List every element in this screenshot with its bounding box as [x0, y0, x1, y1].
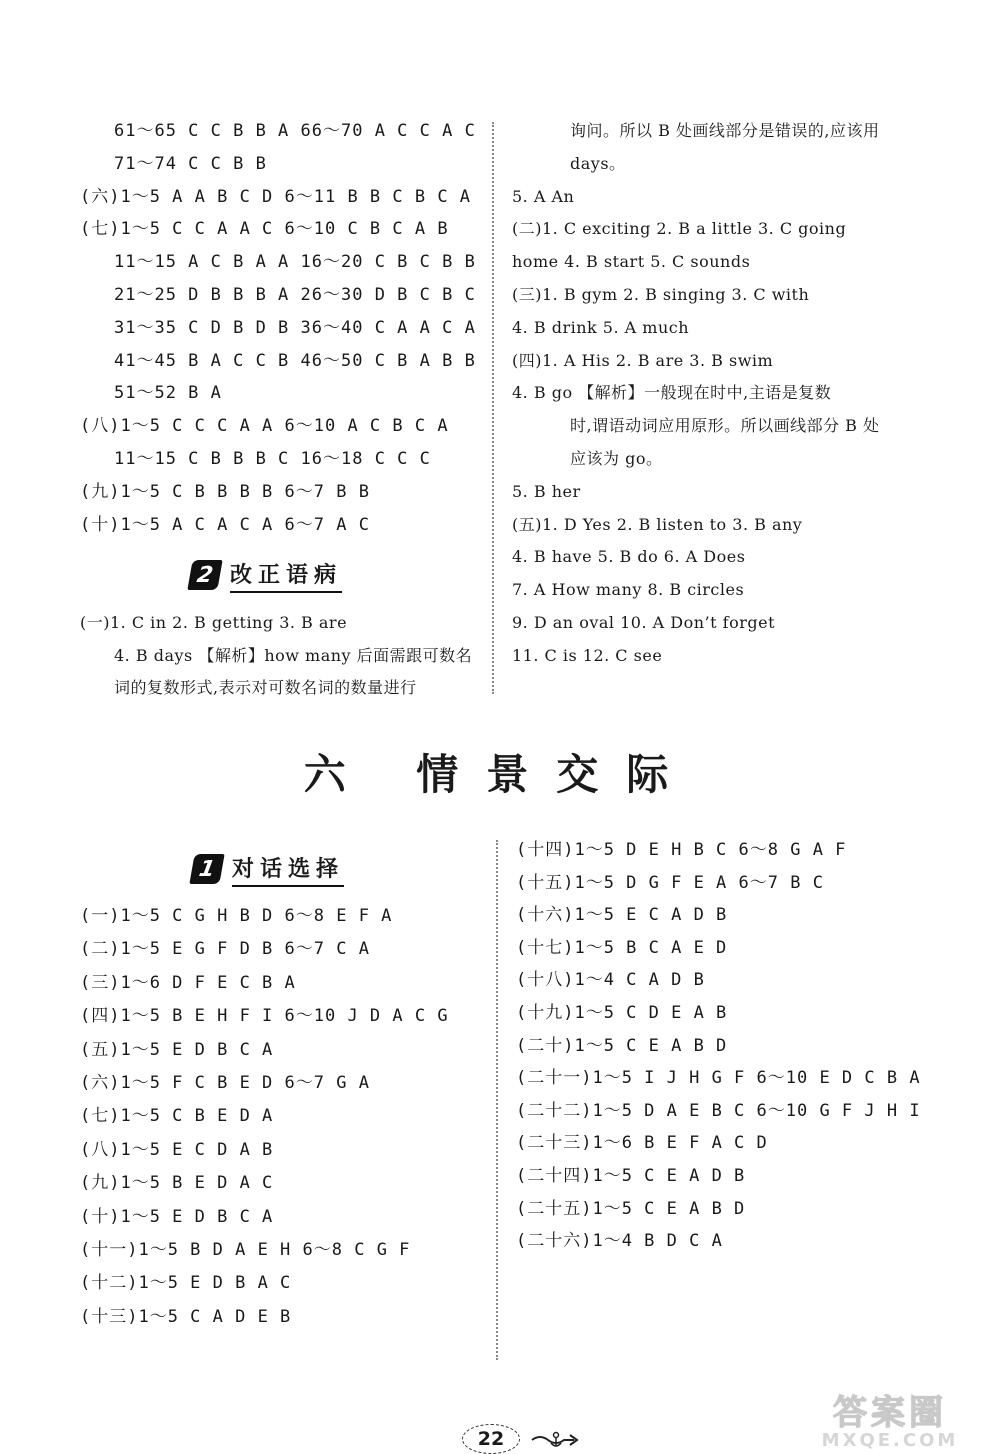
answer-line: (五)1～5 E D B C A	[80, 1039, 274, 1060]
anchor-arrow-icon	[530, 1430, 580, 1450]
answer-line: 词的复数形式,表示对可数名词的数量进行	[114, 678, 417, 697]
answer-line: 61～65 C C B B A 66～70 A C C A C	[114, 121, 476, 141]
answer-line: 应该为 go。	[570, 449, 663, 468]
answer-line: (一)1～5 C G H B D 6～8 E F A	[80, 906, 393, 926]
answer-line: 时,谓语动词应用原形。所以画线部分 B 处	[570, 416, 880, 436]
answer-line: (十七)1～5 B C A E D	[516, 937, 728, 958]
answer-line: (七)1～5 C B E D A	[80, 1106, 274, 1127]
answer-line: (十三)1～5 C A D E B	[80, 1306, 292, 1327]
answer-line: 21～25 D B B B A 26～30 D B C B C	[114, 285, 476, 305]
answer-line: 7. A How many 8. B circles	[512, 580, 745, 600]
answer-line: (二十三)1～6 B E F A C D	[516, 1133, 768, 1154]
answer-line: (二十六)1～4 B D C A	[516, 1231, 723, 1252]
answer-line: (八)1～5 E C D A B	[80, 1139, 274, 1160]
answer-line: (五)1. D Yes 2. B listen to 3. B any	[512, 514, 803, 534]
section-header-dialogue-choice	[192, 851, 344, 887]
answer-line: home 4. B start 5. C sounds	[512, 252, 751, 272]
answer-line: (九)1～5 B E D A C	[80, 1173, 274, 1194]
answer-line: 4. B drink 5. A much	[512, 317, 690, 337]
answer-line: (十六)1～5 E C A D B	[516, 905, 728, 926]
top-right-column	[0, 0, 1000, 700]
section-number-badge: 1	[189, 854, 224, 884]
answer-line: (八)1～5 C C C A A 6～10 A C B C A	[80, 416, 449, 437]
answer-line: 41～45 B A C C B 46～50 C B A B B	[114, 350, 476, 371]
answer-line: 4. B have 5. B do 6. A Does	[512, 547, 746, 567]
answer-line: (六)1～5 F C B E D 6～7 G A	[80, 1073, 370, 1093]
watermark-logo-icon	[790, 1390, 990, 1450]
svg-text:MXQE.COM: MXQE.COM	[821, 1430, 959, 1450]
answer-line: 11～15 C B B B C 16～18 C C C	[114, 449, 431, 469]
answer-line: (十)1～5 A C A C A 6～7 A C	[80, 514, 370, 535]
answer-line: 5. B her	[512, 481, 581, 501]
answer-line: (十二)1～5 E D B A C	[80, 1273, 292, 1294]
answer-line: (十八)1～4 C A D B	[516, 970, 705, 991]
answer-line: 5. A An	[512, 186, 575, 206]
answer-line: (六)1～5 A A B C D 6～11 B B C B C A	[80, 186, 472, 207]
answer-line: 11～15 A C B A A 16～20 C B C B B	[114, 252, 476, 273]
answer-line: 4. B days 【解析】how many 后面需跟可数名	[114, 645, 473, 665]
page-number: 22	[462, 1424, 520, 1454]
answer-line: (二十)1～5 C E A B D	[516, 1035, 728, 1056]
answer-line: (四)1～5 B E H F I 6～10 J D A C G	[80, 1006, 449, 1027]
answer-line: 11. C is 12. C see	[512, 645, 663, 665]
answer-line: (九)1～5 C B B B B 6～7 B B	[80, 481, 370, 502]
answer-line: (四)1. A His 2. B are 3. B swim	[512, 350, 774, 370]
answer-line: (十)1～5 E D B C A	[80, 1206, 274, 1227]
answer-line: (二十五)1～5 C E A B D	[516, 1198, 746, 1219]
answer-line: days。	[570, 153, 626, 173]
answer-line: (二十二)1～5 D A E B C 6～10 G F J H I	[516, 1100, 921, 1121]
answer-line: 询问。所以 B 处画线部分是错误的,应该用	[570, 121, 880, 140]
answer-line: (七)1～5 C C A A C 6～10 C B C A B	[80, 219, 449, 240]
section-number-badge: 2	[187, 560, 222, 590]
answer-line: (十九)1～5 C D E A B	[516, 1003, 728, 1023]
answer-line: (十四)1～5 D E H B C 6～8 G A F	[516, 840, 847, 860]
answer-line: (三)1. B gym 2. B singing 3. C with	[512, 285, 810, 304]
answer-line: 9. D an oval 10. A Don’t forget	[512, 613, 775, 632]
answer-line: (十五)1～5 D G F E A 6～7 B C	[516, 872, 824, 893]
answer-line: (二十一)1～5 I J H G F 6～10 E D C B A	[516, 1068, 921, 1089]
column-divider-bottom	[496, 840, 498, 1360]
answer-line: (二)1～5 E G F D B 6～7 C A	[80, 939, 370, 960]
answer-line: (三)1～6 D F E C B A	[80, 972, 296, 993]
answer-line: 4. B go 【解析】一般现在时中,主语是复数	[512, 383, 832, 403]
section-header-correct-errors	[190, 557, 342, 593]
answer-line: 71～74 C C B B	[114, 153, 267, 174]
answer-line: 31～35 C D B D B 36～40 C A A C A	[114, 317, 476, 338]
answer-line: (一)1. C in 2. B getting 3. B are	[80, 613, 348, 632]
answer-line: (二十四)1～5 C E A D B	[516, 1166, 746, 1186]
svg-text:答案圈: 答案圈	[833, 1393, 947, 1433]
chapter-title: 六 情景交际	[303, 750, 697, 799]
section-title: 对话选择	[232, 852, 344, 887]
section-title: 改正语病	[230, 558, 342, 593]
answer-line: 51～52 B A	[114, 383, 222, 404]
answer-line: (十一)1～5 B D A E H 6～8 C G F	[80, 1240, 411, 1260]
answer-line: (二)1. C exciting 2. B a little 3. C going	[512, 219, 847, 239]
